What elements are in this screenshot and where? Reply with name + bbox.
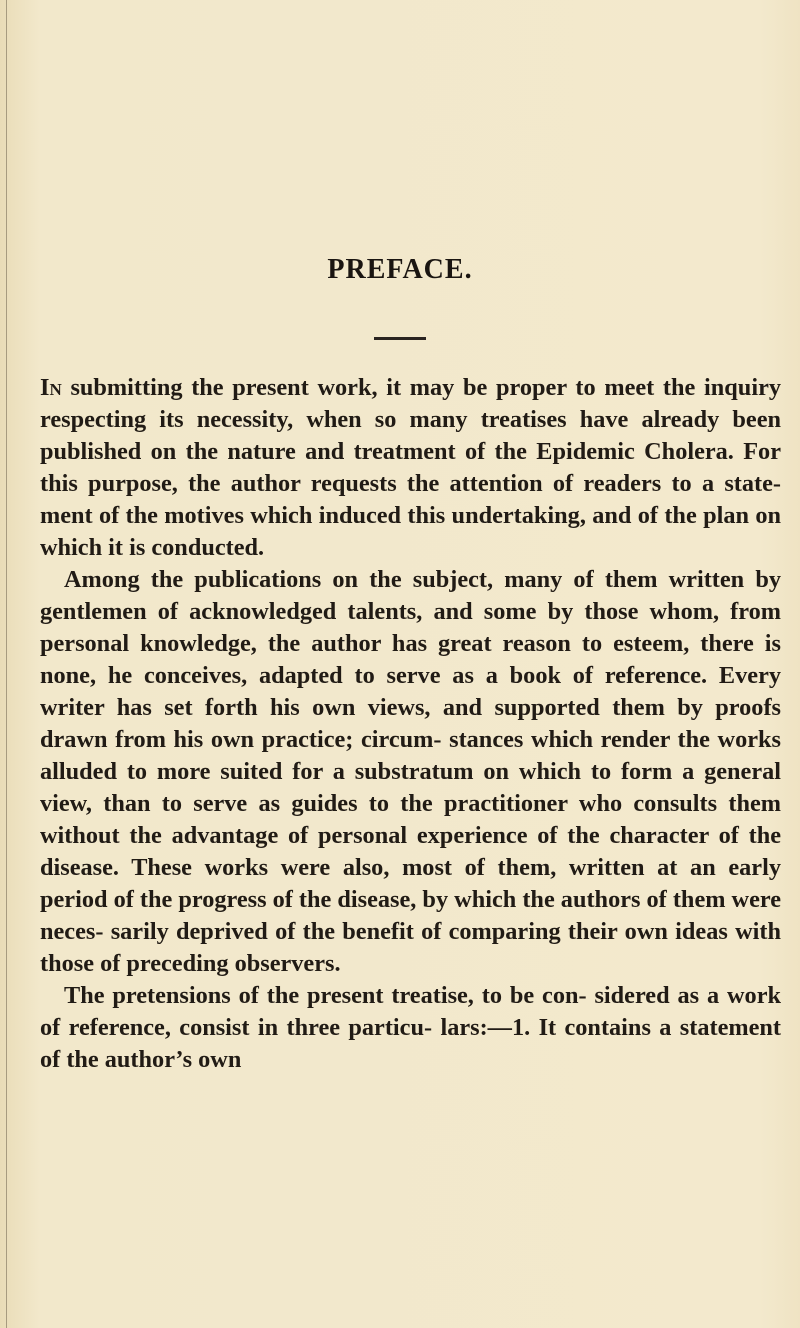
page-edge-line <box>6 0 7 1328</box>
paragraph-3: The pretensions of the present treatise, to be con- sidered as a work of reference, consist in three particu- lars:—1. It contains a statement of the author’s own <box>40 982 781 1073</box>
preface-body <box>40 372 781 1076</box>
paragraph-1-text: submitting the present work, it may be proper to meet the inquiry respecting its necessity, when so many treatises have already been published on the nature and treatment of the Epidemic Cholera. For this purpose, the author requests the attention of readers to a state- ment of the motives which induced this undertaking, and of the plan on which it is conducted. <box>40 374 781 561</box>
divider-rule <box>374 337 426 340</box>
paragraph-2: Among the publications on the subject, many of them written by gentlemen of acknowledged talents, and some by those whom, from personal knowledge, the author has great reason to esteem, there is none, he conceives, adapted to serve as a book of reference. Every writer has set forth his own views, and supported them by proofs drawn from his own practice; circum- stances which render the works alluded to more suited for a substratum on which to form a general view, than to serve as guides to the practitioner who consults them without the advantage of personal experience of the character of the disease. These works were also, most of them, written at an early period of the progress of the disease, by which the authors of them were neces- sarily deprived of the benefit of comparing their own ideas with those of preceding observers. <box>40 566 782 977</box>
page-title: PREFACE. <box>327 254 473 285</box>
paragraph-1-lead: In <box>40 374 62 401</box>
paragraph-1 <box>40 372 781 564</box>
